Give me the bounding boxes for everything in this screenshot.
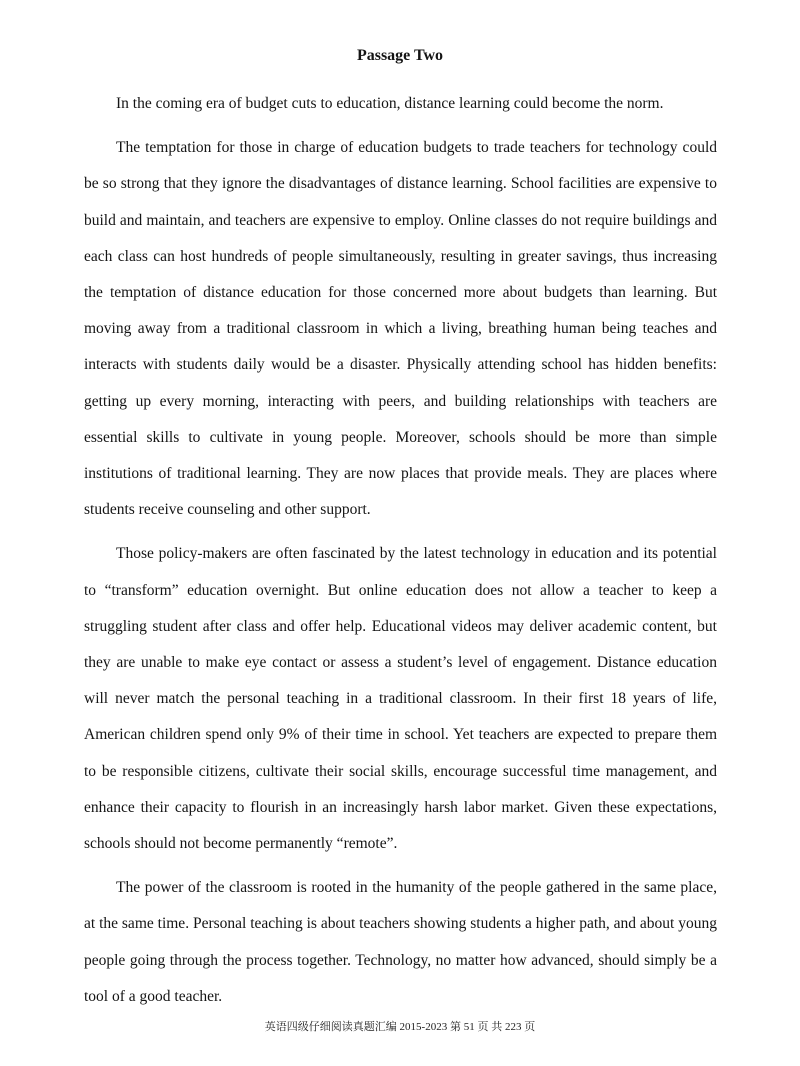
page-footer: 英语四级仔细阅读真题汇编 2015-2023 第 51 页 共 223 页 <box>264 1021 536 1033</box>
paragraph-1: In the coming era of budget cuts to education, distance learning could become the norm. <box>116 95 664 112</box>
paragraph-3: Those policy-makers are often fascinated by the latest technology in education and its potential to “transform” education overnight. But online education does not allow a teacher to keep a struggling student after class and offer help. Educational videos may deliver academic content, but they are unable to make eye contact or assess a student’s level of engagement. Distance education will never match the personal teaching in a traditional classroom. In their first 18 years of life, American children spend only 9% of their time in school. Yet teachers are expected to prepare them to be responsible citizens, cultivate their social skills, encourage successful time management, and enhance their capacity to flourish in an increasingly harsh labor market. Given these expectations, schools should not become permanently “remote”. <box>84 545 717 853</box>
passage-body <box>84 86 717 1015</box>
passage-title: Passage Two <box>356 47 444 64</box>
paragraph-2: The temptation for those in charge of education budgets to trade teachers for technology could be so strong that they ignore the disadvantages of distance learning. School facilities are expensive to build and maintain, and teachers are expensive to employ. Online classes do not require buildings and each class can host hundreds of people simultaneously, resulting in greater savings, thus increasing the temptation of distance education for those concerned more about budgets than learning. But moving away from a traditional classroom in which a living, breathing human being teaches and interacts with students daily would be a disaster. Physically attending school has hidden benefits: getting up every morning, interacting with peers, and building relationships with teachers are essential skills to cultivate in young people. Moreover, schools should be more than simple institutions of traditional learning. They are now places that provide meals. They are places where students receive counseling and other support. <box>84 139 717 519</box>
paragraph-4: The power of the classroom is rooted in the humanity of the people gathered in the same place, at the same time. Personal teaching is about teachers showing students a higher path, and about young people going through the process together. Technology, no matter how advanced, should simply be a tool of a good teacher. <box>84 879 717 1005</box>
